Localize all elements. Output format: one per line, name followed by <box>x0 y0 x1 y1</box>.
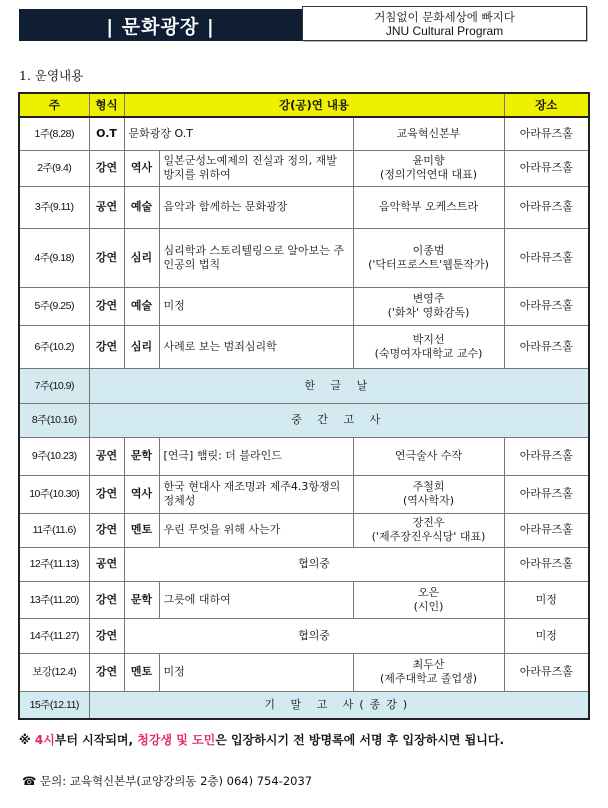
table-row <box>19 653 589 691</box>
week-cell: 2주(9.4) <box>19 150 89 186</box>
table-row <box>19 691 589 719</box>
slogan: 거침없이 문화세상에 빠지다 <box>374 9 515 24</box>
week-cell: 5주(9.25) <box>19 287 89 325</box>
presenter-affiliation: ('닥터프로스트'웹툰작가) <box>368 257 489 271</box>
format-cell: 공연 <box>89 437 124 475</box>
table-row <box>19 581 589 618</box>
program-title: | 문화광장 | <box>106 15 215 38</box>
week-cell: 8주(10.16) <box>19 403 89 437</box>
category-cell: 예술 <box>124 287 159 325</box>
presenter-cell: 교육혁신본부 <box>353 117 504 150</box>
week-cell: 12주(11.13) <box>19 547 89 581</box>
presenter-affiliation: ('화차' 영화감독) <box>387 306 470 319</box>
title-cell: 일본군성노예제의 진실과 정의, 재발 방지를 위하여 <box>159 150 353 186</box>
table-row <box>19 117 589 150</box>
format-cell: 강연 <box>89 287 124 325</box>
presenter-name: 음악학부 오케스트라 <box>378 200 479 213</box>
table-row <box>19 403 589 437</box>
category-cell: 문학 <box>124 581 159 618</box>
format-cell: 공연 <box>89 186 124 228</box>
table-row <box>19 150 589 186</box>
header-week: 주 <box>19 93 89 117</box>
week-cell: 9주(10.23) <box>19 437 89 475</box>
section-title: 1. 운영내용 <box>19 68 84 83</box>
table-row <box>19 547 589 581</box>
title-cell: 사례로 보는 범죄심리학 <box>159 325 353 368</box>
presenter-name: 주철희 <box>412 480 445 493</box>
place-cell: 아라뮤즈홀 <box>504 513 589 547</box>
title-cell: [연극] 햄릿: 더 블라인드 <box>159 437 353 475</box>
format-cell: 강연 <box>89 475 124 513</box>
presenter-cell <box>353 581 504 618</box>
event-cell: 중 간 고 사 <box>89 403 589 437</box>
contact-info <box>22 773 312 789</box>
format-cell: O.T <box>89 117 124 150</box>
presenter-cell <box>353 437 504 475</box>
category-cell: 멘토 <box>124 513 159 547</box>
table-header-row <box>19 93 589 117</box>
title-cell: 심리학과 스토리텔링으로 알아보는 주인공의 법칙 <box>159 228 353 287</box>
presenter-cell <box>353 475 504 513</box>
table-row <box>19 618 589 653</box>
program-subtitle: JNU Cultural Program <box>385 23 504 38</box>
place-cell: 아라뮤즈홀 <box>504 437 589 475</box>
presenter-affiliation: (시인) <box>413 599 444 613</box>
place-cell: 미정 <box>504 618 589 653</box>
place-cell: 미정 <box>504 581 589 618</box>
phone-icon: ☎ <box>22 774 37 788</box>
table-row <box>19 186 589 228</box>
category-cell: 역사 <box>124 475 159 513</box>
header-content: 강(공)연 내용 <box>124 93 504 117</box>
week-cell: 보강(12.4) <box>19 653 89 691</box>
format-cell: 강연 <box>89 325 124 368</box>
format-cell: 강연 <box>89 228 124 287</box>
place-cell: 아라뮤즈홀 <box>504 475 589 513</box>
schedule-table <box>18 92 590 720</box>
category-cell: 문학 <box>124 437 159 475</box>
slogan-box <box>302 6 587 41</box>
table-row <box>19 228 589 287</box>
week-cell: 4주(9.18) <box>19 228 89 287</box>
presenter-name: 최두산 <box>412 658 445 671</box>
week-cell: 13주(11.20) <box>19 581 89 618</box>
place-cell: 아라뮤즈홀 <box>504 653 589 691</box>
table-row <box>19 287 589 325</box>
attendance-notice <box>19 731 504 748</box>
place-cell: 아라뮤즈홀 <box>504 117 589 150</box>
format-cell: 강연 <box>89 150 124 186</box>
table-row <box>19 325 589 368</box>
presenter-cell <box>353 653 504 691</box>
header-format: 형식 <box>89 93 124 117</box>
format-cell: 강연 <box>89 513 124 547</box>
week-cell: 15주(12.11) <box>19 691 89 719</box>
presenter-name: 윤미향 <box>412 154 445 167</box>
presenter-name: 오은 <box>417 585 440 599</box>
category-cell: 역사 <box>124 150 159 186</box>
presenter-affiliation: (제주대학교 졸업생) <box>379 672 478 685</box>
week-cell: 11주(11.6) <box>19 513 89 547</box>
format-cell: 공연 <box>89 547 124 581</box>
table-row <box>19 475 589 513</box>
presenter-cell <box>353 325 504 368</box>
presenter-affiliation: (정의기억연대 대표) <box>379 168 478 181</box>
notice-mark: ※ <box>19 733 35 747</box>
presenter-affiliation: (역사학자) <box>402 494 455 507</box>
title-cell: 그릇에 대하여 <box>159 581 353 618</box>
week-cell: 1주(8.28) <box>19 117 89 150</box>
place-cell: 아라뮤즈홀 <box>504 287 589 325</box>
presenter-cell <box>353 186 504 228</box>
presenter-name: 장진우 <box>412 516 445 529</box>
contact-text: 문의: 교육혁신본부(교양강의동 2층) 064) 754-2037 <box>39 774 313 788</box>
title-cell: 우린 무엇을 위해 사는가 <box>159 513 353 547</box>
table-row <box>19 437 589 475</box>
place-cell: 아라뮤즈홀 <box>504 186 589 228</box>
table-row <box>19 513 589 547</box>
presenter-cell <box>353 513 504 547</box>
presenter-affiliation: ('제주장진우식당' 대표) <box>371 530 486 543</box>
program-title-banner <box>19 9 302 41</box>
presenter-name: 이종범 <box>412 243 445 257</box>
presenter-cell <box>353 287 504 325</box>
header-place: 장소 <box>504 93 589 117</box>
title-cell: 한국 현대사 재조명과 제주4.3항쟁의 정체성 <box>159 475 353 513</box>
notice-text-1: 부터 시작되며, <box>54 733 138 747</box>
place-cell: 아라뮤즈홀 <box>504 547 589 581</box>
format-cell: 강연 <box>89 653 124 691</box>
presenter-cell <box>353 150 504 186</box>
presenter-name: 박지선 <box>412 332 445 346</box>
table-row <box>19 368 589 403</box>
title-cell: 미정 <box>159 653 353 691</box>
category-cell: 예술 <box>124 186 159 228</box>
week-cell: 7주(10.9) <box>19 368 89 403</box>
notice-audience: 청강생 및 도민 <box>137 733 216 747</box>
week-cell: 10주(10.30) <box>19 475 89 513</box>
presenter-name: 연극술사 수작 <box>394 449 463 462</box>
place-cell: 아라뮤즈홀 <box>504 325 589 368</box>
content-cell: 협의중 <box>124 547 504 581</box>
notice-text-2: 은 입장하시기 전 방명록에 서명 후 입장하시면 됩니다. <box>215 733 505 747</box>
format-cell: 강연 <box>89 618 124 653</box>
presenter-affiliation: (숙명여자대학교 교수) <box>374 346 483 360</box>
format-cell: 강연 <box>89 581 124 618</box>
event-cell: 한 글 날 <box>89 368 589 403</box>
presenter-cell <box>353 228 504 287</box>
week-cell: 6주(10.2) <box>19 325 89 368</box>
event-cell: 기 말 고 사(종강) <box>89 691 589 719</box>
category-cell: 심리 <box>124 228 159 287</box>
category-cell: 멘토 <box>124 653 159 691</box>
presenter-name: 변영주 <box>412 292 445 305</box>
notice-start-time: 4시 <box>34 733 55 747</box>
category-cell: 심리 <box>124 325 159 368</box>
place-cell: 아라뮤즈홀 <box>504 150 589 186</box>
place-cell: 아라뮤즈홀 <box>504 228 589 287</box>
title-cell: 미정 <box>159 287 353 325</box>
week-cell: 14주(11.27) <box>19 618 89 653</box>
title-cell: 음악과 함께하는 문화광장 <box>159 186 353 228</box>
week-cell: 3주(9.11) <box>19 186 89 228</box>
title-cell: 문화광장 O.T <box>124 117 353 150</box>
content-cell: 협의중 <box>124 618 504 653</box>
